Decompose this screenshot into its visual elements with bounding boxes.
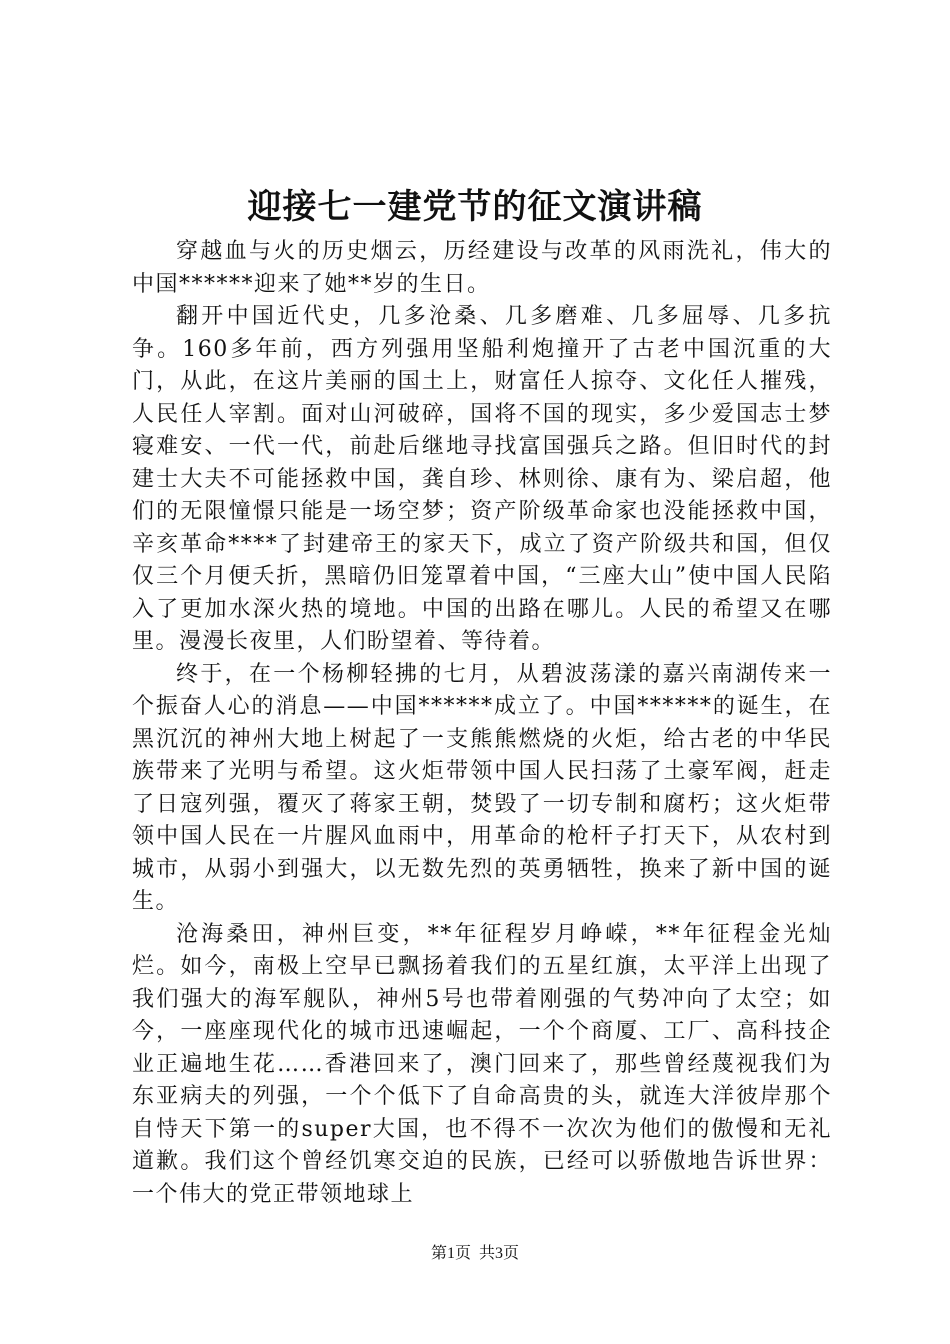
paragraph-4: 沧海桑田，神州巨变，**年征程岁月峥嵘，**年征程金光灿烂。如今，南极上空早已飘扬着我们的五星红旗，太平洋上出现了我们强大的海军舰队，神州5号也带着刚强的气势冲向了太空；如今，一座座现代化的城市迅速崛起，一个个商厦、工厂、高科技企业正遍地生花……香港回来了，澳门回来了，那些曾经蔑视我们为东亚病夫的列强，一个个低下了自命高贵的头，就连大洋彼岸那个自恃天下第一的super大国，也不得不一次次为他们的傲慢和无礼道歉。我们这个曾经饥寒交迫的民族，已经可以骄傲地告诉世界：一个伟大的党正带领地球上	[132, 921, 832, 1207]
paragraph-2: 翻开中国近代史，几多沧桑、几多磨难、几多屈辱、几多抗争。160多年前，西方列强用坚船利炮撞开了古老中国沉重的大门，从此，在这片美丽的国土上，财富任人掠夺、文化任人摧残，人民任人宰割。面对山河破碎，国将不国的现实，多少爱国志士梦寝难安、一代一代，前赴后继地寻找富国强兵之路。但旧时代的封建士大夫不可能拯救中国，龚自珍、林则徐、康有为、梁启超，他们的无限憧憬只能是一场空梦；资产阶级革命家也没能拯救中国，辛亥革命****了封建帝王的家天下，成立了资产阶级共和国，但仅仅三个月便夭折，黑暗仍旧笼罩着中国，“三座大山”使中国人民陷入了更加水深火热的境地。中国的出路在哪儿。人民的希望又在哪里。漫漫长夜里，人们盼望着、等待着。	[132, 304, 832, 654]
page-total: 共3页	[479, 1245, 520, 1262]
document-body	[132, 236, 832, 1211]
page-footer	[0, 1244, 950, 1264]
document-title: 迎接七一建党节的征文演讲稿	[247, 187, 703, 227]
paragraph-1: 穿越血与火的历史烟云，历经建设与改革的风雨洗礼，伟大的中国******迎来了她**岁的生日。	[132, 239, 832, 297]
page-number: 第1页	[430, 1245, 471, 1262]
paragraph-3: 终于，在一个杨柳轻拂的七月，从碧波荡漾的嘉兴南湖传来一个振奋人心的消息——中国******成立了。中国******的诞生，在黑沉沉的神州大地上树起了一支熊熊燃烧的火炬，给古老的中华民族带来了光明与希望。这火炬带领中国人民扫荡了土豪军阀，赶走了日寇列强，覆灭了蒋家王朝，焚毁了一切专制和腐朽；这火炬带领中国人民在一片腥风血雨中，用革命的枪杆子打天下，从农村到城市，从弱小到强大，以无数先烈的英勇牺牲，换来了新中国的诞生。	[132, 661, 832, 914]
